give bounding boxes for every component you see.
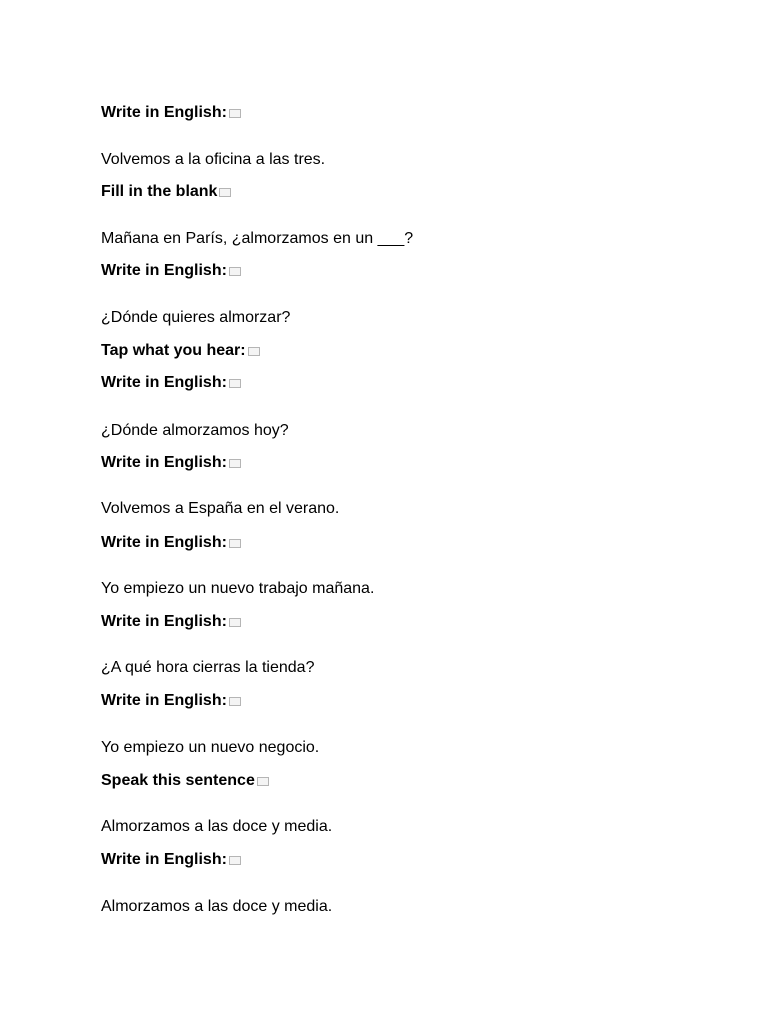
prompt-line [101, 182, 231, 202]
missing-glyph-icon [229, 618, 241, 627]
missing-glyph-icon [229, 267, 241, 276]
sentence-line: Volvemos a la oficina a las tres. [101, 151, 326, 168]
missing-glyph-icon [229, 459, 241, 468]
missing-glyph-icon [229, 856, 241, 865]
prompt-text: Write in English: [101, 613, 227, 630]
missing-glyph-icon [248, 347, 260, 356]
prompt-text: Write in English: [101, 534, 227, 551]
prompt-line [101, 261, 241, 281]
prompt-text: Tap what you hear: [101, 342, 246, 359]
sentence-line: Yo empiezo un nuevo negocio. [101, 739, 320, 756]
prompt-line [101, 533, 241, 553]
prompt-text: Write in English: [101, 692, 227, 709]
sentence-line: Mañana en París, ¿almorzamos en un ___? [101, 230, 414, 247]
sentence-line: Yo empiezo un nuevo trabajo mañana. [101, 580, 375, 597]
sentence-line: Almorzamos a las doce y media. [101, 818, 333, 835]
prompt-line [101, 691, 241, 711]
prompt-text: Write in English: [101, 454, 227, 471]
prompt-line [101, 453, 241, 473]
prompt-text: Speak this sentence [101, 772, 255, 789]
prompt-line [101, 771, 269, 791]
missing-glyph-icon [229, 109, 241, 118]
missing-glyph-icon [219, 188, 231, 197]
prompt-line [101, 850, 241, 870]
prompt-text: Write in English: [101, 851, 227, 868]
missing-glyph-icon [229, 697, 241, 706]
sentence-line: Volvemos a España en el verano. [101, 500, 340, 517]
missing-glyph-icon [229, 539, 241, 548]
sentence-line: ¿Dónde almorzamos hoy? [101, 422, 289, 439]
prompt-text: Write in English: [101, 374, 227, 391]
sentence-line: Almorzamos a las doce y media. [101, 898, 333, 915]
prompt-line [101, 341, 260, 361]
prompt-line [101, 103, 241, 123]
prompt-line [101, 612, 241, 632]
missing-glyph-icon [257, 777, 269, 786]
prompt-text: Write in English: [101, 104, 227, 121]
prompt-text: Fill in the blank [101, 183, 218, 200]
prompt-text: Write in English: [101, 262, 227, 279]
sentence-line: ¿A qué hora cierras la tienda? [101, 659, 315, 676]
sentence-line: ¿Dónde quieres almorzar? [101, 309, 291, 326]
prompt-line [101, 373, 241, 393]
missing-glyph-icon [229, 379, 241, 388]
